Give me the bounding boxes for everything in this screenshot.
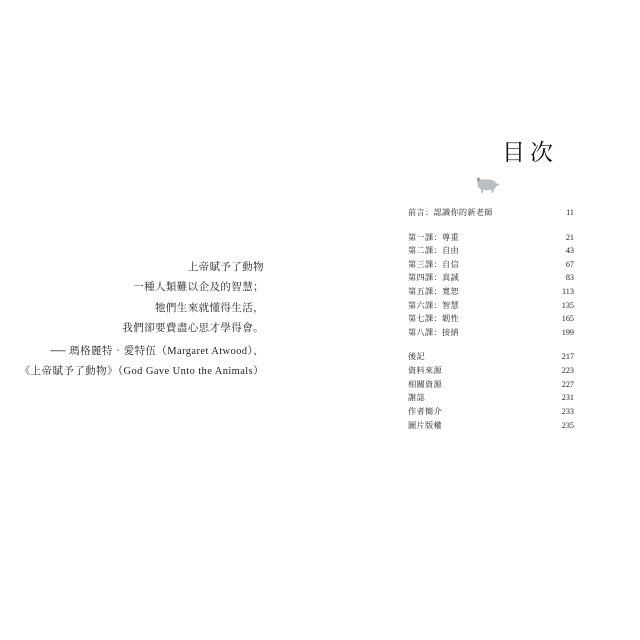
- list-item[interactable]: [408, 206, 574, 220]
- toc-entry-label: 作者簡介: [408, 406, 442, 416]
- toc-entry-page: 135: [561, 300, 574, 310]
- list-item[interactable]: [408, 258, 574, 272]
- list-item[interactable]: [408, 419, 574, 433]
- toc-entry-page: 113: [562, 287, 574, 297]
- page-title: 目次: [502, 140, 558, 165]
- toc-entry-label: 第四課：真誠: [408, 273, 459, 283]
- list-item[interactable]: [408, 405, 574, 419]
- toc-entry-label: 第六課：智慧: [408, 300, 459, 310]
- list-item[interactable]: [408, 326, 574, 340]
- toc-group-backmatter: [408, 350, 574, 432]
- epigraph-line-2: 一種人類難以企及的智慧；: [133, 282, 264, 294]
- list-item[interactable]: [408, 244, 574, 258]
- list-item[interactable]: [408, 285, 574, 299]
- list-item[interactable]: [408, 271, 574, 285]
- epigraph-source: 《上帝賦予了動物》（God Gave Unto the Animals）: [19, 366, 264, 378]
- epigraph-line-1: 上帝賦予了動物: [187, 262, 264, 273]
- toc-entry-page: 233: [561, 406, 574, 416]
- toc-entry-page: 235: [561, 420, 574, 430]
- right-page: [320, 0, 640, 640]
- toc-entry-label: 第七課：韌性: [408, 314, 459, 324]
- toc-entry-label: 謝誌: [408, 393, 425, 403]
- toc-entry-page: 231: [561, 393, 574, 403]
- epigraph-line-3: 牠們生來就懂得生活，: [155, 302, 264, 314]
- toc-entry-label: 第三課：自信: [408, 259, 459, 269]
- toc-entry-page: 217: [561, 352, 574, 362]
- toc-entry-page: 227: [561, 379, 574, 389]
- toc-entry-label: 後記: [408, 352, 425, 362]
- list-item[interactable]: [408, 391, 574, 405]
- toc-entry-page: 83: [565, 273, 574, 283]
- list-item[interactable]: [408, 364, 574, 378]
- list-item[interactable]: [408, 350, 574, 364]
- list-item[interactable]: [408, 299, 574, 313]
- list-item[interactable]: [408, 312, 574, 326]
- toc-entry-label: 第一課：尊重: [408, 232, 459, 242]
- toc-entry-page: 223: [561, 366, 574, 376]
- toc-group-lessons: [408, 231, 574, 340]
- toc-entry-page: 165: [561, 314, 574, 324]
- toc-entry-page: 67: [565, 259, 574, 269]
- dog-icon: [474, 176, 500, 194]
- list-item[interactable]: [408, 378, 574, 392]
- toc-entry-label: 相關資源: [408, 379, 442, 389]
- epigraph-attribution: ── 瑪格麗特‧愛特伍（Margaret Atwood）、: [50, 345, 264, 357]
- toc-entry-label: 圖片版權: [408, 420, 442, 430]
- toc-entry-page: 199: [561, 327, 574, 337]
- toc-entry-page: 11: [566, 208, 574, 217]
- epigraph-line-4: 我們卻要費盡心思才學得會。: [122, 323, 264, 335]
- toc-entry-page: 43: [565, 246, 574, 256]
- table-of-contents: [408, 206, 574, 443]
- toc-entry-label: 第五課：寬恕: [408, 287, 459, 297]
- toc-entry-label: 第二課：自由: [408, 246, 459, 256]
- list-item[interactable]: [408, 231, 574, 245]
- toc-entry-page: 21: [565, 232, 574, 242]
- toc-entry-label: 前言：認識你的新老師: [408, 208, 493, 217]
- toc-entry-label: 第八課：接納: [408, 327, 459, 337]
- toc-entry-label: 資料來源: [408, 366, 442, 376]
- epigraph-block: [20, 258, 264, 383]
- toc-group-preface: [408, 206, 574, 220]
